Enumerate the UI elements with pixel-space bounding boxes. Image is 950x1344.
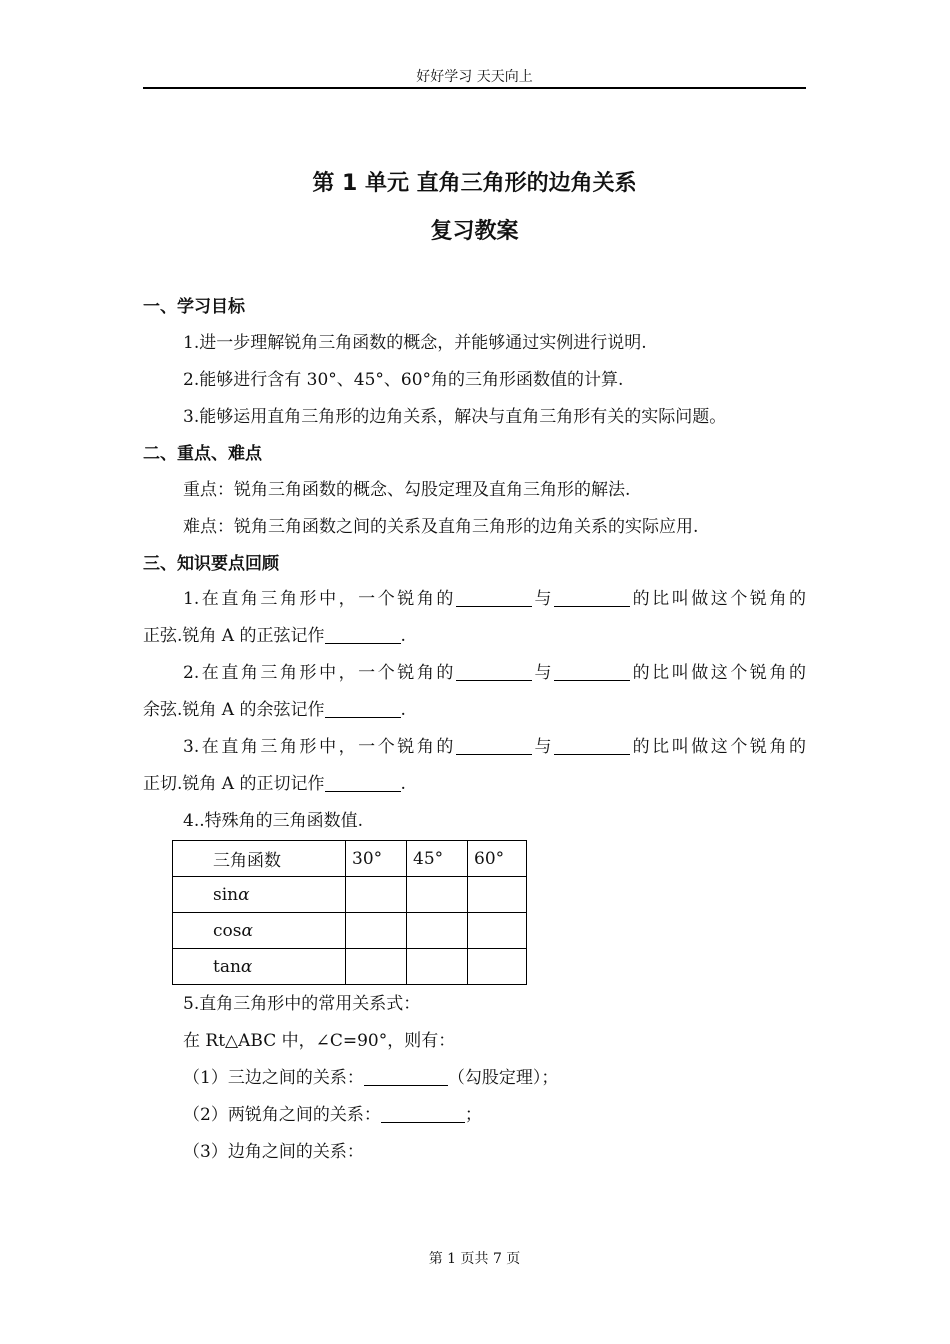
- page-footer: 第 1 页共 7 页: [428, 1251, 521, 1267]
- relation-angles: （2）两锐角之间的关系： ；: [183, 1105, 482, 1125]
- question-1-line1: 1.在直角三角形中，一个锐角的 与 的比叫做这个锐角的: [183, 589, 807, 609]
- difficult-point: 难点：锐角三角函数之间的关系及直角三角形的边角关系的实际应用.: [183, 517, 699, 537]
- key-point: 重点：锐角三角函数的概念、勾股定理及直角三角形的解法.: [183, 480, 631, 500]
- section-heading-objectives: 一、学习目标: [143, 297, 245, 317]
- question-3-line1: 3.在直角三角形中，一个锐角的 与 的比叫做这个锐角的: [183, 737, 807, 757]
- question-5: 5.直角三角形中的常用关系式：: [183, 994, 421, 1014]
- fill-blank[interactable]: [456, 589, 532, 607]
- document-title: 第 1 单元 直角三角形的边角关系: [312, 171, 637, 196]
- fill-blank[interactable]: [325, 626, 401, 644]
- fill-blank[interactable]: [325, 700, 401, 718]
- relation-sides: （1）三边之间的关系： （勾股定理）；: [183, 1068, 559, 1088]
- fill-blank[interactable]: [554, 589, 630, 607]
- answer-cell[interactable]: [468, 913, 527, 949]
- table-row: [173, 913, 527, 949]
- question-2-line2: 余弦.锐角 A 的余弦记作 .: [143, 700, 406, 720]
- fill-blank[interactable]: [325, 774, 401, 792]
- objective-item: 3.能够运用直角三角形的边角关系，解决与直角三角形有关的实际问题。: [183, 407, 727, 427]
- fill-blank[interactable]: [364, 1068, 448, 1086]
- page-header: 好好学习 天天向上: [416, 69, 533, 85]
- answer-cell[interactable]: [468, 949, 527, 985]
- question-3-line2: 正切.锐角 A 的正切记作 .: [143, 774, 406, 794]
- table-header-cell: 45°: [407, 841, 468, 877]
- fill-blank[interactable]: [381, 1105, 465, 1123]
- objective-item: 1.进一步理解锐角三角函数的概念，并能够通过实例进行说明.: [183, 333, 647, 353]
- function-cell: tanα: [173, 949, 346, 985]
- fill-blank[interactable]: [456, 737, 532, 755]
- header-rule: [143, 87, 806, 89]
- question-2-line1: 2.在直角三角形中，一个锐角的 与 的比叫做这个锐角的: [183, 663, 807, 683]
- answer-cell[interactable]: [346, 949, 407, 985]
- fill-blank[interactable]: [456, 663, 532, 681]
- table-row: [173, 949, 527, 985]
- table-header-cell: 30°: [346, 841, 407, 877]
- trig-values-table: [172, 840, 527, 985]
- table-header-row: [173, 841, 527, 877]
- table-header-cell: 三角函数: [173, 841, 346, 877]
- document-subtitle: 复习教案: [430, 219, 519, 244]
- objective-item: 2.能够进行含有 30°、45°、60°角的三角形函数值的计算.: [183, 370, 624, 390]
- section-heading-focus: 二、重点、难点: [143, 444, 262, 464]
- table-header-cell: 60°: [468, 841, 527, 877]
- fill-blank[interactable]: [554, 737, 630, 755]
- question-4: 4..特殊角的三角函数值.: [183, 811, 364, 831]
- answer-cell[interactable]: [346, 913, 407, 949]
- answer-cell[interactable]: [468, 877, 527, 913]
- function-cell: sinα: [173, 877, 346, 913]
- relation-side-angle: （3）边角之间的关系：: [183, 1142, 364, 1162]
- answer-cell[interactable]: [346, 877, 407, 913]
- fill-blank[interactable]: [554, 663, 630, 681]
- table-row: [173, 877, 527, 913]
- answer-cell[interactable]: [407, 949, 468, 985]
- question-1-line2: 正弦.锐角 A 的正弦记作 .: [143, 626, 406, 646]
- answer-cell[interactable]: [407, 877, 468, 913]
- section-heading-review: 三、知识要点回顾: [143, 554, 279, 574]
- question-5-given: 在 Rt△ABC 中，∠C=90°，则有：: [183, 1031, 456, 1051]
- function-cell: cosα: [173, 913, 346, 949]
- answer-cell[interactable]: [407, 913, 468, 949]
